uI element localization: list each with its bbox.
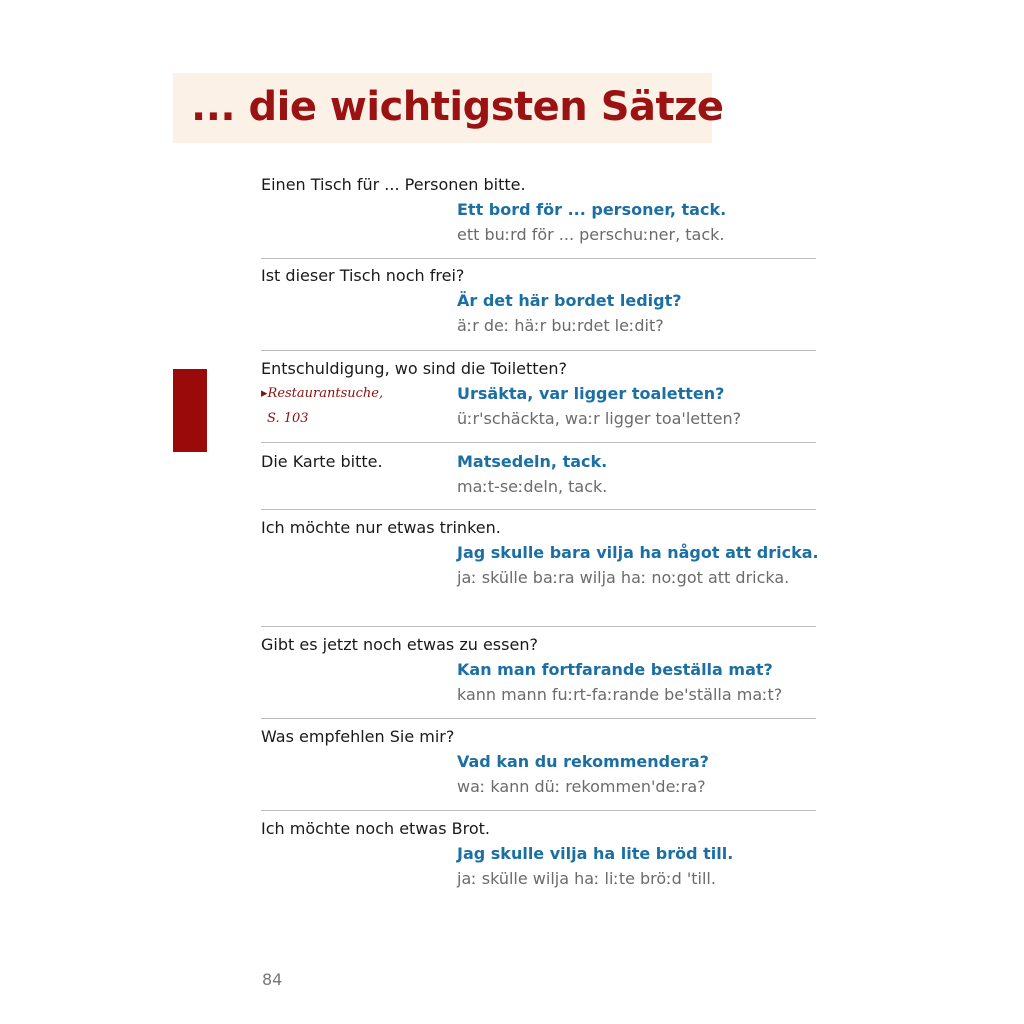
swedish-phrase: Vad kan du rekommendera? — [457, 752, 709, 771]
swedish-phrase: Ursäkta, var ligger toaletten? — [457, 384, 725, 403]
pronunciation: jaː skülle wilja haː liːte bröːd 'till. — [457, 869, 716, 888]
pronunciation: jaː skülle baːra wilja haː noːgot att dricka. — [457, 568, 790, 587]
pronunciation: maːt-seːdeln, tack. — [457, 477, 608, 496]
pronunciation: äːr deː häːr buːrdet leːdit? — [457, 316, 664, 335]
german-phrase: Einen Tisch für ... Personen bitte. — [261, 175, 526, 194]
divider — [261, 626, 816, 627]
pronunciation: üːr'schäckta, waːr ligger toa'letten? — [457, 409, 742, 428]
swedish-phrase: Matsedeln, tack. — [457, 452, 608, 471]
german-phrase: Entschuldigung, wo sind die Toiletten? — [261, 359, 568, 378]
swedish-phrase: Ett bord för ... personer, tack. — [457, 200, 727, 219]
cross-reference-page[interactable]: S. 103 — [267, 411, 309, 426]
german-phrase: Ich möchte nur etwas trinken. — [261, 518, 501, 537]
chapter-title-box — [173, 73, 724, 143]
swedish-phrase: Är det här bordet ledigt? — [457, 291, 682, 310]
swedish-phrase: Jag skulle bara vilja ha något att dricka. — [457, 543, 819, 562]
divider — [261, 442, 816, 443]
page-number: 84 — [262, 970, 283, 989]
german-phrase: Die Karte bitte. — [261, 452, 383, 471]
chapter-title: ... die wichtigsten Sätze — [191, 84, 724, 130]
chapter-side-marker — [173, 369, 207, 452]
divider — [261, 258, 816, 259]
german-phrase: Ich möchte noch etwas Brot. — [261, 819, 490, 838]
pronunciation: ett buːrd för ... perschuːner, tack. — [457, 225, 725, 244]
pronunciation: waː kann düː rekommen'deːra? — [457, 777, 706, 796]
cross-reference-link[interactable]: ▸Restaurantsuche, — [261, 386, 384, 401]
german-phrase: Ist dieser Tisch noch frei? — [261, 266, 465, 285]
swedish-phrase: Kan man fortfarande beställa mat? — [457, 660, 773, 679]
divider — [261, 810, 816, 811]
swedish-phrase: Jag skulle vilja ha lite bröd till. — [457, 844, 734, 863]
german-phrase: Was empfehlen Sie mir? — [261, 727, 455, 746]
divider — [261, 350, 816, 351]
pronunciation: kann mann fuːrt-faːrande be'ställa maːt? — [457, 685, 783, 704]
divider — [261, 509, 816, 510]
divider — [261, 718, 816, 719]
german-phrase: Gibt es jetzt noch etwas zu essen? — [261, 635, 538, 654]
